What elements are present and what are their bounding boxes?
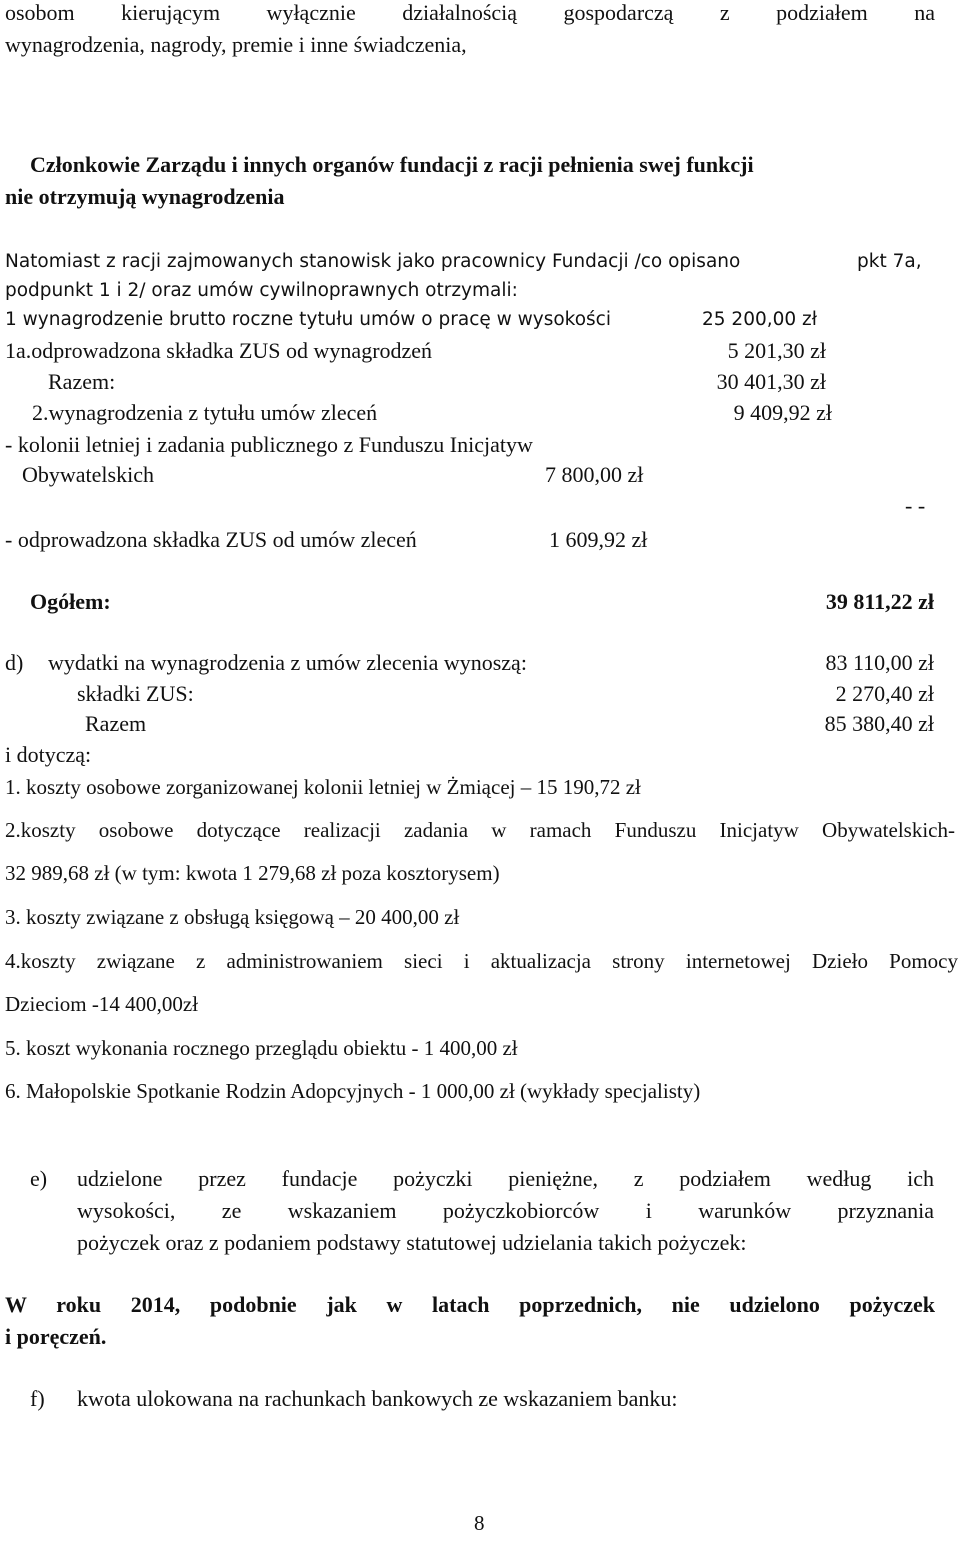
staff-line-2: podpunkt 1 i 2/ oraz umów cywilnoprawnych otrzymali:	[5, 280, 518, 301]
staff-line-1-pkt: pkt 7a,	[857, 251, 922, 272]
page-number: 8	[474, 1511, 485, 1535]
dashes: - -	[905, 493, 926, 518]
contracts-value: 9 409,92 zł	[733, 400, 832, 425]
colony-line-1: - kolonii letniej i zadania publicznego z Funduszu Inicjatyw	[5, 432, 533, 457]
cost-item-2-cont: 32 989,68 zł (w tym: kwota 1 279,68 zł poza kosztorysem)	[5, 861, 500, 885]
intro-line-1: osobom kierującym wyłącznie działalnością gospodarczą z podziałem na	[5, 0, 935, 25]
staff-line-1: Natomiast z racji zajmowanych stanowisk jako pracownicy Fundacji /co opisano	[5, 251, 741, 272]
zus-salary-value: 5 201,30 zł	[727, 338, 826, 363]
contracts-label: 2.wynagrodzenia z tytułu umów zleceń	[32, 400, 378, 425]
section-d-line-2: składki ZUS:	[77, 681, 194, 706]
section-d-line-3: Razem	[85, 711, 147, 736]
section-d-marker: d)	[5, 650, 24, 675]
cost-item-5: 5. koszt wykonania rocznego przeglądu obiektu - 1 400,00 zł	[5, 1036, 518, 1060]
no-loans-line-1: W roku 2014, podobnie jak w latach poprzednich, nie udzielono pożyczek	[5, 1292, 935, 1317]
cost-item-2: 2.koszty osobowe dotyczące realizacji zadania w ramach Funduszu Inicjatyw Obywatelskich-	[5, 818, 955, 842]
board-line-2: nie otrzymują wynagrodzenia	[5, 184, 285, 209]
colony-value: 7 800,00 zł	[545, 462, 644, 487]
section-e-line-3: pożyczek oraz z podaniem podstawy statutowej udzielania takich pożyczek:	[77, 1230, 747, 1255]
section-f-text: kwota ulokowana na rachunkach bankowych ze wskazaniem banku:	[77, 1386, 678, 1411]
salary-label: 1 wynagrodzenie brutto roczne tytułu umów o pracę w wysokości	[5, 309, 611, 330]
salary-value: 25 200,00 zł	[702, 309, 818, 330]
section-d-value-1: 83 110,00 zł	[825, 650, 934, 675]
section-d-concerns: i dotyczą:	[5, 742, 92, 767]
razem-value: 30 401,30 zł	[716, 369, 826, 394]
cost-item-4-cont: Dzieciom -14 400,00zł	[5, 992, 199, 1016]
total-label: Ogółem:	[30, 589, 111, 614]
section-d-value-2: 2 270,40 zł	[835, 681, 934, 706]
cost-item-4: 4.koszty związane z administrowaniem sieci i aktualizacja strony internetowej Dzieło Pomocy	[5, 949, 958, 973]
section-e-line-1: udzielone przez fundacje pożyczki pieniężne, z podziałem według ich	[77, 1166, 934, 1191]
total-value: 39 811,22 zł	[825, 589, 934, 614]
section-e-line-2: wysokości, ze wskazaniem pożyczkobiorców i warunków przyznania	[77, 1198, 934, 1223]
cost-item-6: 6. Małopolskie Spotkanie Rodzin Adopcyjnych - 1 000,00 zł (wykłady specjalisty)	[5, 1079, 701, 1103]
cost-item-1: 1. koszty osobowe zorganizowanej kolonii letniej w Żmiącej – 15 190,72 zł	[5, 775, 641, 799]
board-line-1: Członkowie Zarządu i innych organów fundacji z racji pełnienia swej funkcji	[30, 152, 754, 177]
cost-item-3: 3. koszty związane z obsługą księgową – 20 400,00 zł	[5, 905, 460, 929]
no-loans-line-2: i poręczeń.	[5, 1324, 107, 1349]
section-f-marker: f)	[30, 1386, 45, 1411]
zus-contracts-value: 1 609,92 zł	[549, 527, 648, 552]
intro-line-2: wynagrodzenia, nagrody, premie i inne świadczenia,	[5, 32, 467, 57]
zus-contracts-label: - odprowadzona składka ZUS od umów zleceń	[5, 527, 417, 552]
colony-line-2: Obywatelskich	[22, 462, 154, 487]
zus-salary-label: 1a.odprowadzona składka ZUS od wynagrodzeń	[5, 338, 433, 363]
section-d-value-3: 85 380,40 zł	[824, 711, 934, 736]
section-d-line-1: wydatki na wynagrodzenia z umów zlecenia wynoszą:	[48, 650, 527, 675]
section-e-marker: e)	[30, 1166, 48, 1191]
razem-label: Razem:	[48, 369, 116, 394]
